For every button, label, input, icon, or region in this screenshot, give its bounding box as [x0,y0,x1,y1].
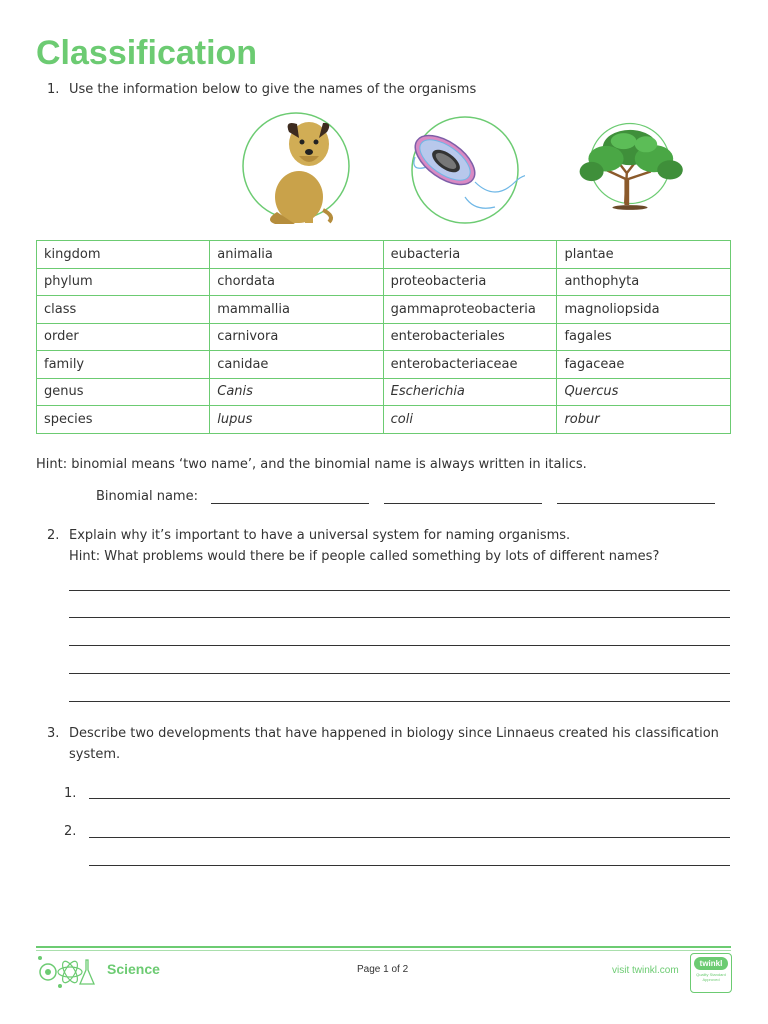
table-cell: species [37,406,210,434]
binomial-answer-line-2[interactable] [384,503,542,504]
table-cell: Escherichia [383,378,557,406]
question-2-hint: Hint: What problems would there be if people called something by lots of different names? [69,549,660,564]
table-row [37,268,731,296]
twinkl-quality-badge [690,953,732,993]
table-cell: phylum [37,268,210,296]
question-1-number: 1. [47,82,60,97]
question-3-number: 3. [47,726,60,741]
table-cell: fagales [557,323,731,351]
table-cell: fagaceae [557,351,731,379]
question-3-text: Describe two developments that have happened in biology since Linnaeus created his classification [69,726,719,741]
table-row [37,323,731,351]
table-cell: proteobacteria [383,268,557,296]
table-cell: mammallia [210,296,383,324]
binomial-answer-line-1[interactable] [211,503,369,504]
badge-subtitle: Quality Standard Approved [696,972,726,982]
table-cell: plantae [557,241,731,269]
answer-item-number: 1. [64,786,77,801]
table-row [37,406,731,434]
table-cell: gammaproteobacteria [383,296,557,324]
table-cell: kingdom [37,241,210,269]
table-row [37,241,731,269]
table-cell: anthophyta [557,268,731,296]
table-cell: enterobacteriaceae [383,351,557,379]
table-row [37,296,731,324]
answer-line[interactable] [69,645,730,646]
answer-line[interactable] [69,701,730,702]
table-cell: genus [37,378,210,406]
page-title: Classification [36,34,258,72]
table-cell: canidae [210,351,383,379]
question-2-number: 2. [47,528,60,543]
table-cell: enterobacteriales [383,323,557,351]
question-3-text-cont: system. [69,747,121,762]
footer-subject: Science [107,961,160,977]
answer-line[interactable] [69,590,730,591]
table-cell: chordata [210,268,383,296]
answer-line[interactable] [89,837,730,838]
table-cell: carnivora [210,323,383,351]
question-1-text: Use the information below to give the names of the organisms [69,82,477,97]
table-cell: lupus [210,406,383,434]
answer-line[interactable] [69,617,730,618]
binomial-hint: Hint: binomial means ‘two name’, and the binomial name is always written in italics. [36,457,587,472]
table-cell: eubacteria [383,241,557,269]
table-cell: Quercus [557,378,731,406]
footer-link[interactable]: visit twinkl.com [612,965,679,976]
page-number: Page 1 of 2 [357,964,409,975]
science-logo-icon [36,952,98,990]
answer-line[interactable] [89,865,730,866]
binomial-answer-line-3[interactable] [557,503,715,504]
table-cell: order [37,323,210,351]
table-row [37,351,731,379]
table-cell: Canis [210,378,383,406]
answer-line[interactable] [89,798,730,799]
bacterium-icon [405,112,525,227]
table-cell: family [37,351,210,379]
binomial-name-label: Binomial name: [96,489,198,504]
answer-line[interactable] [69,673,730,674]
footer-divider [36,950,731,951]
table-cell: animalia [210,241,383,269]
table-cell: coli [383,406,557,434]
table-row [37,378,731,406]
table-cell: magnoliopsida [557,296,731,324]
question-2-text: Explain why it’s important to have a universal system for naming organisms. [69,528,571,543]
answer-item-number: 2. [64,824,77,839]
table-cell: robur [557,406,731,434]
badge-logo: twinkl [694,957,728,970]
organism-images [0,112,768,232]
classification-table [36,240,731,434]
dog-icon [239,112,359,227]
table-cell: class [37,296,210,324]
footer-divider [36,946,731,948]
oak-tree-icon [574,112,694,227]
